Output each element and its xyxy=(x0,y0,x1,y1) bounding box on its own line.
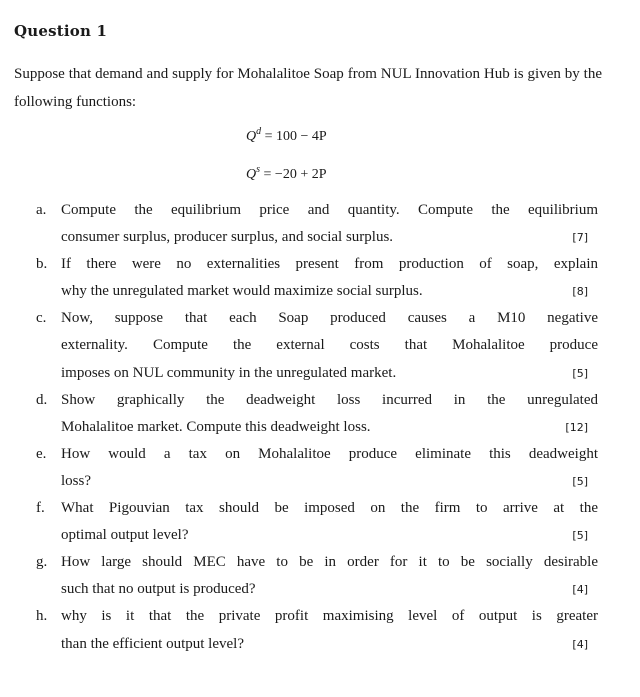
question-text: Compute the equilibrium price and quantity. Compute the equilibrium xyxy=(61,202,598,218)
marks-label: [12] xyxy=(565,420,588,434)
marks-label: [5] xyxy=(572,474,588,488)
marks-label: [8] xyxy=(572,285,588,299)
supply-equation xyxy=(246,164,327,183)
question-text-end: loss? xyxy=(61,472,91,489)
question-text: What Pigouvian tax should be imposed on the firm to arrive at the xyxy=(61,500,598,517)
question-list xyxy=(36,197,598,658)
marks-label: [5] xyxy=(572,529,588,543)
question-text-end: such that no output is produced? xyxy=(61,581,256,598)
question-text-end: Mohalalitoe market. Compute this deadweight loss. xyxy=(61,418,371,435)
question-text-end: optimal output level? xyxy=(61,527,189,544)
demand-equation xyxy=(246,126,327,145)
question-item-e xyxy=(36,441,598,495)
question-item-h xyxy=(36,603,598,657)
question-text-end: why the unregulated market would maximize social surplus. xyxy=(61,283,423,300)
marks-label: [4] xyxy=(572,637,588,651)
question-letter: e. xyxy=(36,445,47,462)
question-letter: d. xyxy=(36,391,48,408)
question-text: externality. Compute the external costs that Mohalalitoe produce xyxy=(61,337,598,354)
marks-label: [4] xyxy=(572,583,588,597)
question-text: Show graphically the deadweight loss incurred in the unregulated xyxy=(61,391,598,408)
question-text-end: consumer surplus, producer surplus, and social surplus. xyxy=(61,229,394,246)
question-item-g xyxy=(36,549,598,603)
marks-label: [7] xyxy=(572,231,588,245)
marks-label: [5] xyxy=(572,366,588,380)
question-heading: Question 1 xyxy=(14,22,108,40)
question-text-end: than the efficient output level? xyxy=(61,635,244,652)
question-text: why is it that the private profit maximising level of output is greater xyxy=(61,608,598,625)
question-item-c xyxy=(36,305,598,386)
question-item-d xyxy=(36,387,598,441)
question-letter: g. xyxy=(36,554,48,571)
question-letter: h. xyxy=(36,608,48,625)
question-letter: c. xyxy=(36,310,47,327)
question-item-b xyxy=(36,251,598,305)
question-letter: b. xyxy=(36,256,48,273)
question-text: How would a tax on Mohalalitoe produce eliminate this deadweight xyxy=(61,445,598,462)
question-letter: a. xyxy=(36,202,47,218)
demand-rhs: = 100 − 4P xyxy=(264,129,327,144)
question-item-f xyxy=(36,495,598,549)
question-text: How large should MEC have to be in order for it to be socially desirable xyxy=(61,554,598,571)
supply-sup: s xyxy=(256,164,261,175)
supply-lhs: Q xyxy=(246,167,257,182)
demand-sup: d xyxy=(256,126,262,137)
question-letter: f. xyxy=(36,500,45,517)
intro-paragraph: Suppose that demand and supply for Mohalalitoe Soap from NUL Innovation Hub is given by the following functions: xyxy=(14,66,602,110)
supply-rhs: = −20 + 2P xyxy=(263,167,327,182)
question-text: Now, suppose that each Soap produced causes a M10 negative xyxy=(61,310,598,327)
question-item-a xyxy=(36,197,598,251)
question-text-end: imposes on NUL community in the unregulated market. xyxy=(61,364,397,381)
question-text: If there were no externalities present from production of soap, explain xyxy=(61,256,598,273)
demand-lhs: Q xyxy=(246,129,257,144)
